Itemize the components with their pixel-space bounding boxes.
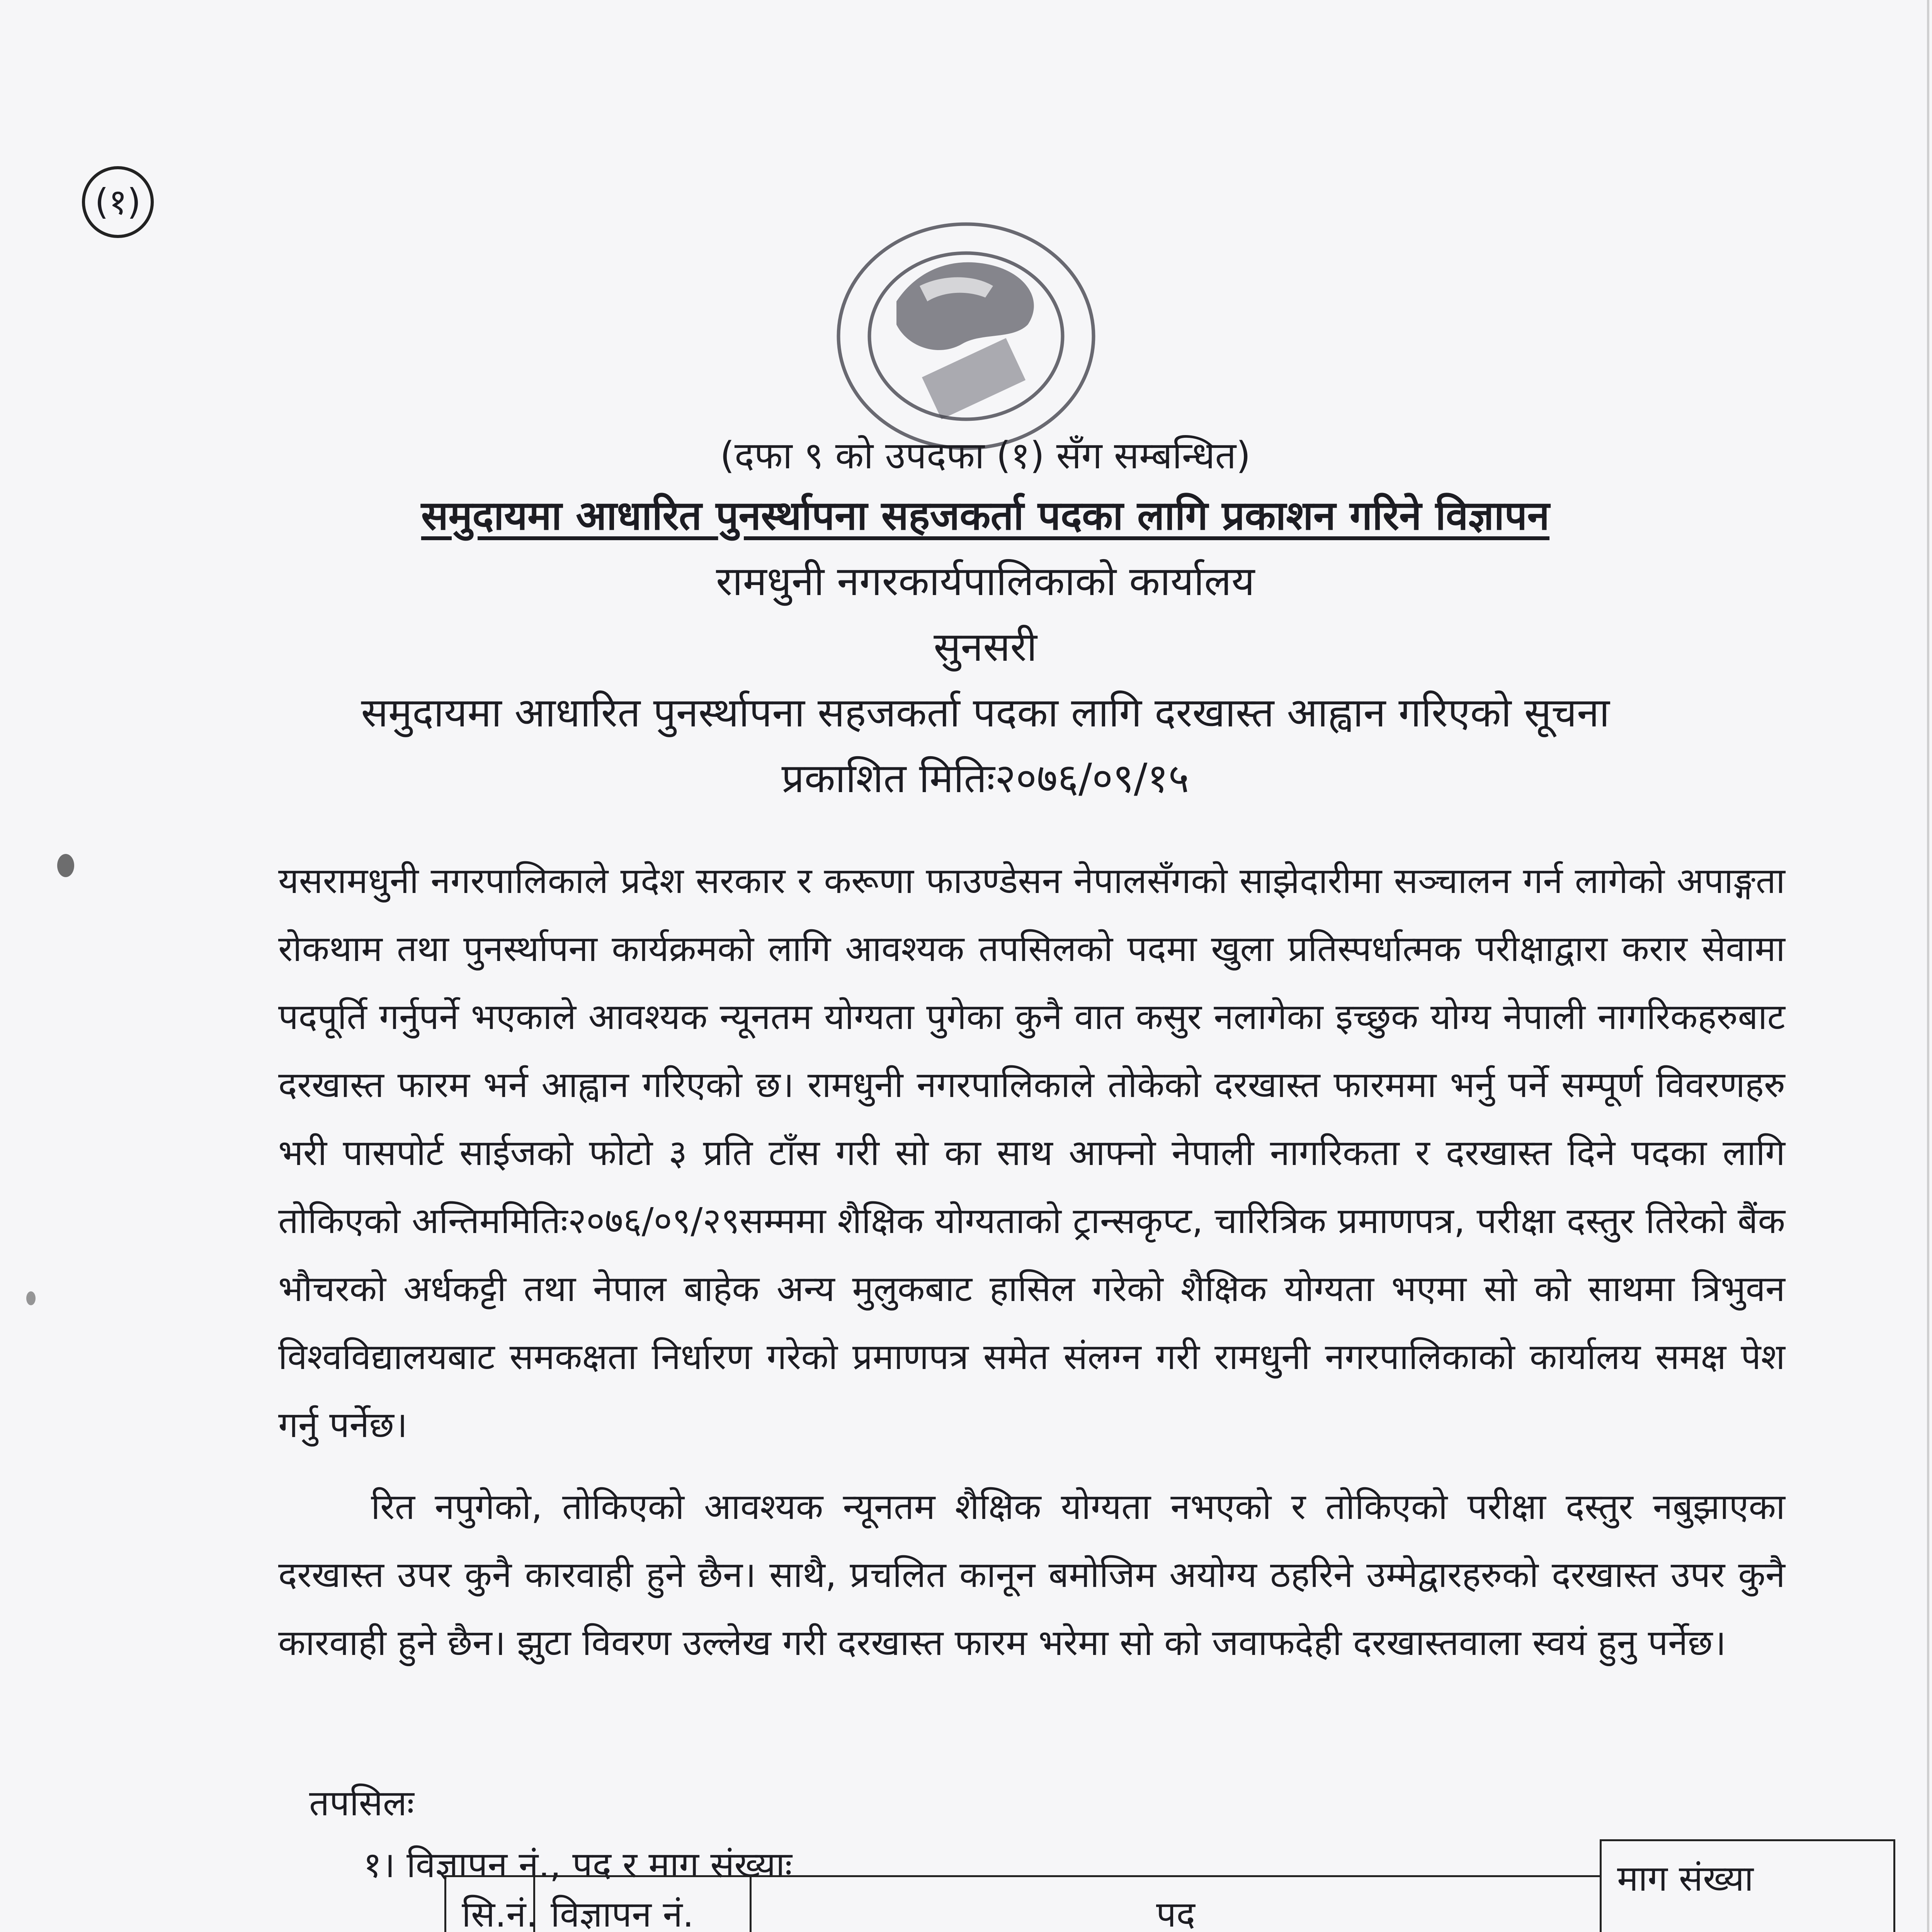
district-name: सुनसरी bbox=[934, 623, 1037, 670]
notice-paragraph-2: रित नपुगेको, तोकिएको आवश्यक न्यूनतम शैक्षिक योग्यता नभएको र तोकिएको परीक्षा दस्तुर नबुझाएका दरखास्त उपर कुनै कारवाही हुने छैन। साथै, प्रचलित कानून बमोजिम अयोग्य ठहरिने उम्मेद्वारहरुको दरखास्त उपर कुनै कारवाही हुने छैन। झुटा विवरण उल्लेख गरी दरखास्त फारम भरेमा सो को जवाफदेही दरखास्तवाला स्वयं हुनु पर्नेछ। bbox=[278, 1486, 1785, 1663]
header-serial: सि.नं. bbox=[446, 1876, 534, 1932]
list-heading: १। विज्ञापन नं., पद र माग संख्याः bbox=[363, 1844, 792, 1886]
notice-paragraph-1: यसरामधुनी नगरपालिकाले प्रदेश सरकार र करूणा फाउण्डेसन नेपालसँगको साझेदारीमा सञ्चालन गर्न लागेको अपाङ्गता रोकथाम तथा पुनर्स्थापना कार्यक्रमको लागि आवश्यक तपसिलको पदमा खुला प्रतिस्पर्धात्मक परीक्षाद्वारा करार सेवामा पदपूर्ति गर्नुपर्ने भएकाले आवश्यक न्यूनतम योग्यता पुगेका कुनै वात कसुर नलागेका इच्छुक योग्य नेपाली नागरिकहरुबाट दरखास्त फारम भर्न आह्वान गरिएको छ। रामधुनी नगरपालिकाले तोकेको दरखास्त फारममा भर्नु पर्ने सम्पूर्ण विवरणहरु भरी पासपोर्ट साईजको फोटो ३ प्रति टाँस गरी सो का साथ आफ्नो नेपाली नागरिकता र दरखास्त दिने पदका लागि तोकिएको अन्तिममितिः२०७६/०९/२९सम्ममा शैक्षिक योग्यताको ट्रान्सकृप्ट, चारित्रिक प्रमाणपत्र, परीक्षा दस्तुर तिरेको बैंक भौचरको अर्धकट्टी तथा नेपाल बाहेक अन्य मुलुकबाट हासिल गरेको शैक्षिक योग्यता भएमा सो को साथमा त्रिभुवन विश्वविद्यालयबाट समकक्षता निर्धारण गरेको प्रमाणपत्र समेत संलग्न गरी रामधुनी नगरपालिकाको कार्यालय समक्ष पेश गर्नु पर्नेछ। bbox=[278, 860, 1785, 1446]
table-spacer-row bbox=[446, 1840, 1895, 1876]
notice-subject: समुदायमा आधारित पुनर्स्थापना सहजकर्ता पदका लागि दरखास्त आह्वान गरिएको सूचना bbox=[361, 689, 1610, 736]
page-number: (१) bbox=[82, 166, 154, 238]
header-post: पद bbox=[751, 1876, 1601, 1932]
header-demand-cell bbox=[1601, 1840, 1895, 1932]
header-advertisement-no: विज्ञापन नं. bbox=[534, 1876, 751, 1932]
clause-note: (दफा ९ को उपदफा (१) सँग सम्बन्धित) bbox=[720, 434, 1251, 477]
header-demand: माग संख्या bbox=[1617, 1858, 1754, 1899]
vacancy-table bbox=[444, 1839, 1895, 1932]
office-name: रामधुनी नगरकार्यपालिकाको कार्यालय bbox=[716, 558, 1255, 605]
published-date: प्रकाशित मितिः२०७६/०९/१५ bbox=[781, 755, 1189, 802]
details-label: तपसिलः bbox=[309, 1782, 414, 1824]
notice-heading: समुदायमा आधारित पुनर्स्थापना सहजकर्ता पदका लागि प्रकाशन गरिने विज्ञापन bbox=[421, 492, 1550, 539]
